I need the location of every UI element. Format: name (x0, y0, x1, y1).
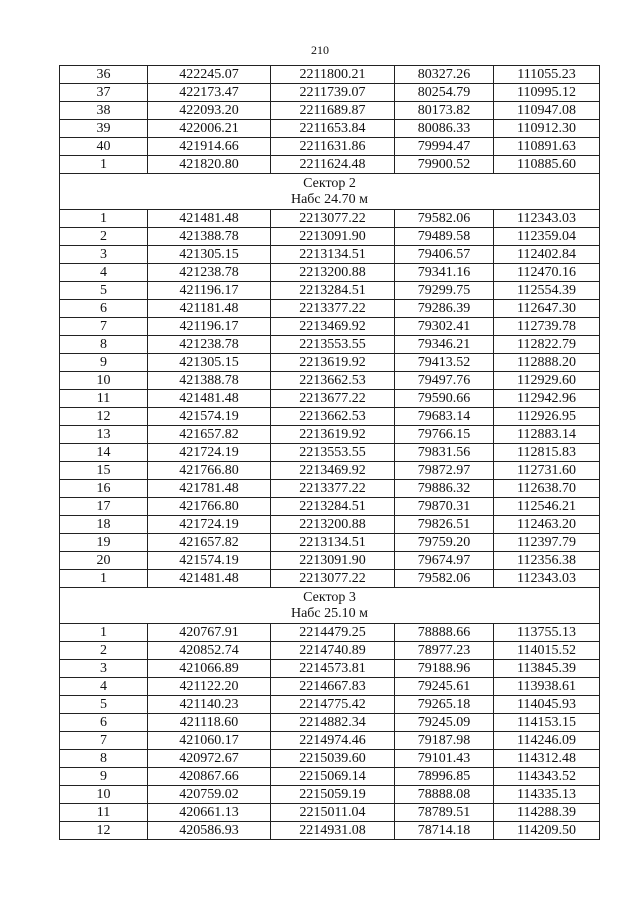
point-number-cell: 40 (60, 138, 148, 156)
table-row (60, 480, 600, 498)
point-number-cell: 7 (60, 732, 148, 750)
y-coordinate-cell: 2215069.14 (271, 768, 395, 786)
x-coordinate-cell: 421820.80 (148, 156, 271, 174)
table-row (60, 228, 600, 246)
x-local-cell: 79582.06 (395, 210, 494, 228)
y-coordinate-cell: 2214573.81 (271, 660, 395, 678)
x-local-cell: 78714.18 (395, 822, 494, 840)
x-coordinate-cell: 421066.89 (148, 660, 271, 678)
point-number-cell: 1 (60, 624, 148, 642)
x-coordinate-cell: 420767.91 (148, 624, 271, 642)
x-coordinate-cell: 422006.21 (148, 120, 271, 138)
table-row (60, 696, 600, 714)
y-coordinate-cell: 2213619.92 (271, 426, 395, 444)
x-local-cell: 79245.61 (395, 678, 494, 696)
table-row (60, 318, 600, 336)
x-coordinate-cell: 420972.67 (148, 750, 271, 768)
y-local-cell: 112343.03 (494, 210, 600, 228)
x-local-cell: 79265.18 (395, 696, 494, 714)
x-local-cell: 79766.15 (395, 426, 494, 444)
table-row (60, 822, 600, 840)
point-number-cell: 2 (60, 642, 148, 660)
x-coordinate-cell: 421196.17 (148, 282, 271, 300)
table-row (60, 462, 600, 480)
y-coordinate-cell: 2213091.90 (271, 552, 395, 570)
point-number-cell: 1 (60, 570, 148, 588)
y-local-cell: 112942.96 (494, 390, 600, 408)
y-coordinate-cell: 2213077.22 (271, 210, 395, 228)
y-local-cell: 112397.79 (494, 534, 600, 552)
y-coordinate-cell: 2213134.51 (271, 246, 395, 264)
y-local-cell: 114335.13 (494, 786, 600, 804)
y-local-cell: 112926.95 (494, 408, 600, 426)
point-number-cell: 5 (60, 696, 148, 714)
x-local-cell: 78888.08 (395, 786, 494, 804)
y-coordinate-cell: 2214740.89 (271, 642, 395, 660)
sector-title: Сектор 2 (303, 175, 356, 191)
table-row (60, 336, 600, 354)
x-coordinate-cell: 421724.19 (148, 444, 271, 462)
table-row (60, 624, 600, 642)
table-row (60, 444, 600, 462)
y-coordinate-cell: 2211624.48 (271, 156, 395, 174)
point-number-cell: 5 (60, 282, 148, 300)
x-coordinate-cell: 420661.13 (148, 804, 271, 822)
x-local-cell: 79994.47 (395, 138, 494, 156)
x-local-cell: 80254.79 (395, 84, 494, 102)
y-local-cell: 110947.08 (494, 102, 600, 120)
y-local-cell: 114288.39 (494, 804, 600, 822)
y-coordinate-cell: 2213662.53 (271, 372, 395, 390)
x-coordinate-cell: 422245.07 (148, 66, 271, 84)
point-number-cell: 8 (60, 750, 148, 768)
table-row (60, 660, 600, 678)
point-number-cell: 9 (60, 768, 148, 786)
x-local-cell: 79302.41 (395, 318, 494, 336)
y-coordinate-cell: 2214775.42 (271, 696, 395, 714)
y-local-cell: 110885.60 (494, 156, 600, 174)
table-row (60, 138, 600, 156)
point-number-cell: 20 (60, 552, 148, 570)
x-coordinate-cell: 422093.20 (148, 102, 271, 120)
y-coordinate-cell: 2213284.51 (271, 282, 395, 300)
point-number-cell: 11 (60, 390, 148, 408)
table-row (60, 642, 600, 660)
page-number: 210 (311, 43, 329, 57)
x-local-cell: 78996.85 (395, 768, 494, 786)
y-local-cell: 112888.20 (494, 354, 600, 372)
y-coordinate-cell: 2215011.04 (271, 804, 395, 822)
y-local-cell: 114343.52 (494, 768, 600, 786)
x-local-cell: 80173.82 (395, 102, 494, 120)
y-coordinate-cell: 2213677.22 (271, 390, 395, 408)
y-coordinate-cell: 2213553.55 (271, 336, 395, 354)
y-coordinate-cell: 2211631.86 (271, 138, 395, 156)
table-row (60, 750, 600, 768)
y-coordinate-cell: 2211689.87 (271, 102, 395, 120)
x-local-cell: 79299.75 (395, 282, 494, 300)
table-row (60, 102, 600, 120)
x-coordinate-cell: 421766.80 (148, 462, 271, 480)
point-number-cell: 11 (60, 804, 148, 822)
table-row (60, 732, 600, 750)
point-number-cell: 2 (60, 228, 148, 246)
y-coordinate-cell: 2213284.51 (271, 498, 395, 516)
table-row (60, 498, 600, 516)
x-coordinate-cell: 421140.23 (148, 696, 271, 714)
x-local-cell: 79406.57 (395, 246, 494, 264)
y-coordinate-cell: 2213091.90 (271, 228, 395, 246)
y-local-cell: 112638.70 (494, 480, 600, 498)
y-local-cell: 111055.23 (494, 66, 600, 84)
x-local-cell: 79870.31 (395, 498, 494, 516)
x-local-cell: 79582.06 (395, 570, 494, 588)
x-coordinate-cell: 421914.66 (148, 138, 271, 156)
x-local-cell: 79872.97 (395, 462, 494, 480)
y-coordinate-cell: 2211800.21 (271, 66, 395, 84)
table-row (60, 156, 600, 174)
y-local-cell: 110891.63 (494, 138, 600, 156)
table-row (60, 516, 600, 534)
x-local-cell: 79497.76 (395, 372, 494, 390)
x-coordinate-cell: 421481.48 (148, 390, 271, 408)
x-coordinate-cell: 421305.15 (148, 246, 271, 264)
y-local-cell: 114209.50 (494, 822, 600, 840)
table-row (60, 120, 600, 138)
point-number-cell: 1 (60, 156, 148, 174)
point-number-cell: 9 (60, 354, 148, 372)
y-coordinate-cell: 2213077.22 (271, 570, 395, 588)
point-number-cell: 15 (60, 462, 148, 480)
table-row (60, 210, 600, 228)
x-local-cell: 79886.32 (395, 480, 494, 498)
point-number-cell: 12 (60, 408, 148, 426)
point-number-cell: 36 (60, 66, 148, 84)
y-local-cell: 112883.14 (494, 426, 600, 444)
y-coordinate-cell: 2211739.07 (271, 84, 395, 102)
sector-elevation: Набс 24.70 м (290, 191, 369, 207)
table-row (60, 390, 600, 408)
table-row (60, 552, 600, 570)
point-number-cell: 4 (60, 264, 148, 282)
x-coordinate-cell: 421388.78 (148, 228, 271, 246)
y-local-cell: 114153.15 (494, 714, 600, 732)
point-number-cell: 1 (60, 210, 148, 228)
x-local-cell: 79187.98 (395, 732, 494, 750)
x-coordinate-cell: 420852.74 (148, 642, 271, 660)
x-local-cell: 79346.21 (395, 336, 494, 354)
x-local-cell: 79188.96 (395, 660, 494, 678)
coordinates-table-body (60, 66, 600, 840)
x-local-cell: 79900.52 (395, 156, 494, 174)
sector-header (60, 588, 600, 624)
x-coordinate-cell: 421118.60 (148, 714, 271, 732)
x-coordinate-cell: 421724.19 (148, 516, 271, 534)
x-coordinate-cell: 421388.78 (148, 372, 271, 390)
y-coordinate-cell: 2214974.46 (271, 732, 395, 750)
table-row (60, 768, 600, 786)
point-number-cell: 3 (60, 246, 148, 264)
x-local-cell: 79245.09 (395, 714, 494, 732)
table-row (60, 264, 600, 282)
y-local-cell: 112356.38 (494, 552, 600, 570)
x-coordinate-cell: 421574.19 (148, 408, 271, 426)
point-number-cell: 12 (60, 822, 148, 840)
x-coordinate-cell: 421122.20 (148, 678, 271, 696)
table-row (60, 714, 600, 732)
x-local-cell: 78977.23 (395, 642, 494, 660)
point-number-cell: 38 (60, 102, 148, 120)
sector-header-row (60, 588, 600, 624)
point-number-cell: 17 (60, 498, 148, 516)
point-number-cell: 6 (60, 714, 148, 732)
y-local-cell: 114312.48 (494, 750, 600, 768)
x-coordinate-cell: 421181.48 (148, 300, 271, 318)
x-coordinate-cell: 421060.17 (148, 732, 271, 750)
point-number-cell: 13 (60, 426, 148, 444)
x-coordinate-cell: 421196.17 (148, 318, 271, 336)
y-coordinate-cell: 2215039.60 (271, 750, 395, 768)
x-coordinate-cell: 421238.78 (148, 264, 271, 282)
x-local-cell: 79590.66 (395, 390, 494, 408)
x-coordinate-cell: 421481.48 (148, 570, 271, 588)
y-local-cell: 110995.12 (494, 84, 600, 102)
y-coordinate-cell: 2213662.53 (271, 408, 395, 426)
y-local-cell: 112822.79 (494, 336, 600, 354)
x-coordinate-cell: 421766.80 (148, 498, 271, 516)
table-row (60, 300, 600, 318)
y-local-cell: 112647.30 (494, 300, 600, 318)
x-local-cell: 80086.33 (395, 120, 494, 138)
point-number-cell: 7 (60, 318, 148, 336)
point-number-cell: 37 (60, 84, 148, 102)
x-local-cell: 79341.16 (395, 264, 494, 282)
y-local-cell: 112402.84 (494, 246, 600, 264)
table-row (60, 426, 600, 444)
y-coordinate-cell: 2211653.84 (271, 120, 395, 138)
y-coordinate-cell: 2213619.92 (271, 354, 395, 372)
x-local-cell: 78789.51 (395, 804, 494, 822)
y-local-cell: 113755.13 (494, 624, 600, 642)
sector-elevation: Набс 25.10 м (290, 605, 369, 621)
sector-title: Сектор 3 (303, 589, 356, 605)
x-coordinate-cell: 421657.82 (148, 534, 271, 552)
y-local-cell: 112463.20 (494, 516, 600, 534)
x-local-cell: 79489.58 (395, 228, 494, 246)
sector-header-row (60, 174, 600, 210)
y-coordinate-cell: 2214667.83 (271, 678, 395, 696)
y-local-cell: 114015.52 (494, 642, 600, 660)
x-local-cell: 79759.20 (395, 534, 494, 552)
y-coordinate-cell: 2213377.22 (271, 480, 395, 498)
point-number-cell: 4 (60, 678, 148, 696)
x-coordinate-cell: 421781.48 (148, 480, 271, 498)
table-row (60, 804, 600, 822)
table-row (60, 408, 600, 426)
coordinates-table (59, 65, 600, 840)
point-number-cell: 6 (60, 300, 148, 318)
point-number-cell: 39 (60, 120, 148, 138)
x-local-cell: 79286.39 (395, 300, 494, 318)
x-local-cell: 79413.52 (395, 354, 494, 372)
x-coordinate-cell: 421305.15 (148, 354, 271, 372)
table-row (60, 534, 600, 552)
y-local-cell: 112343.03 (494, 570, 600, 588)
table-row (60, 786, 600, 804)
y-local-cell: 113938.61 (494, 678, 600, 696)
table-row (60, 66, 600, 84)
y-local-cell: 112815.83 (494, 444, 600, 462)
y-local-cell: 112929.60 (494, 372, 600, 390)
y-coordinate-cell: 2213134.51 (271, 534, 395, 552)
y-local-cell: 112359.04 (494, 228, 600, 246)
x-coordinate-cell: 421481.48 (148, 210, 271, 228)
x-local-cell: 78888.66 (395, 624, 494, 642)
y-coordinate-cell: 2214882.34 (271, 714, 395, 732)
x-coordinate-cell: 421238.78 (148, 336, 271, 354)
y-local-cell: 112554.39 (494, 282, 600, 300)
y-local-cell: 113845.39 (494, 660, 600, 678)
x-local-cell: 80327.26 (395, 66, 494, 84)
x-coordinate-cell: 420586.93 (148, 822, 271, 840)
point-number-cell: 8 (60, 336, 148, 354)
point-number-cell: 10 (60, 786, 148, 804)
y-coordinate-cell: 2214931.08 (271, 822, 395, 840)
y-local-cell: 114045.93 (494, 696, 600, 714)
y-local-cell: 110912.30 (494, 120, 600, 138)
x-coordinate-cell: 422173.47 (148, 84, 271, 102)
y-coordinate-cell: 2213200.88 (271, 264, 395, 282)
x-coordinate-cell: 420867.66 (148, 768, 271, 786)
table-row (60, 354, 600, 372)
y-local-cell: 112739.78 (494, 318, 600, 336)
y-coordinate-cell: 2213200.88 (271, 516, 395, 534)
x-local-cell: 79831.56 (395, 444, 494, 462)
x-local-cell: 79683.14 (395, 408, 494, 426)
sector-header (60, 174, 600, 210)
point-number-cell: 19 (60, 534, 148, 552)
table-row (60, 246, 600, 264)
point-number-cell: 18 (60, 516, 148, 534)
x-coordinate-cell: 421657.82 (148, 426, 271, 444)
y-coordinate-cell: 2213469.92 (271, 462, 395, 480)
y-coordinate-cell: 2215059.19 (271, 786, 395, 804)
table-row (60, 282, 600, 300)
y-local-cell: 114246.09 (494, 732, 600, 750)
x-local-cell: 79101.43 (395, 750, 494, 768)
y-coordinate-cell: 2214479.25 (271, 624, 395, 642)
point-number-cell: 16 (60, 480, 148, 498)
x-local-cell: 79674.97 (395, 552, 494, 570)
point-number-cell: 14 (60, 444, 148, 462)
y-coordinate-cell: 2213469.92 (271, 318, 395, 336)
x-coordinate-cell: 420759.02 (148, 786, 271, 804)
x-coordinate-cell: 421574.19 (148, 552, 271, 570)
x-local-cell: 79826.51 (395, 516, 494, 534)
point-number-cell: 3 (60, 660, 148, 678)
table-row (60, 84, 600, 102)
y-local-cell: 112470.16 (494, 264, 600, 282)
table-row (60, 372, 600, 390)
y-coordinate-cell: 2213553.55 (271, 444, 395, 462)
y-local-cell: 112546.21 (494, 498, 600, 516)
point-number-cell: 10 (60, 372, 148, 390)
y-coordinate-cell: 2213377.22 (271, 300, 395, 318)
table-row (60, 678, 600, 696)
table-row (60, 570, 600, 588)
y-local-cell: 112731.60 (494, 462, 600, 480)
